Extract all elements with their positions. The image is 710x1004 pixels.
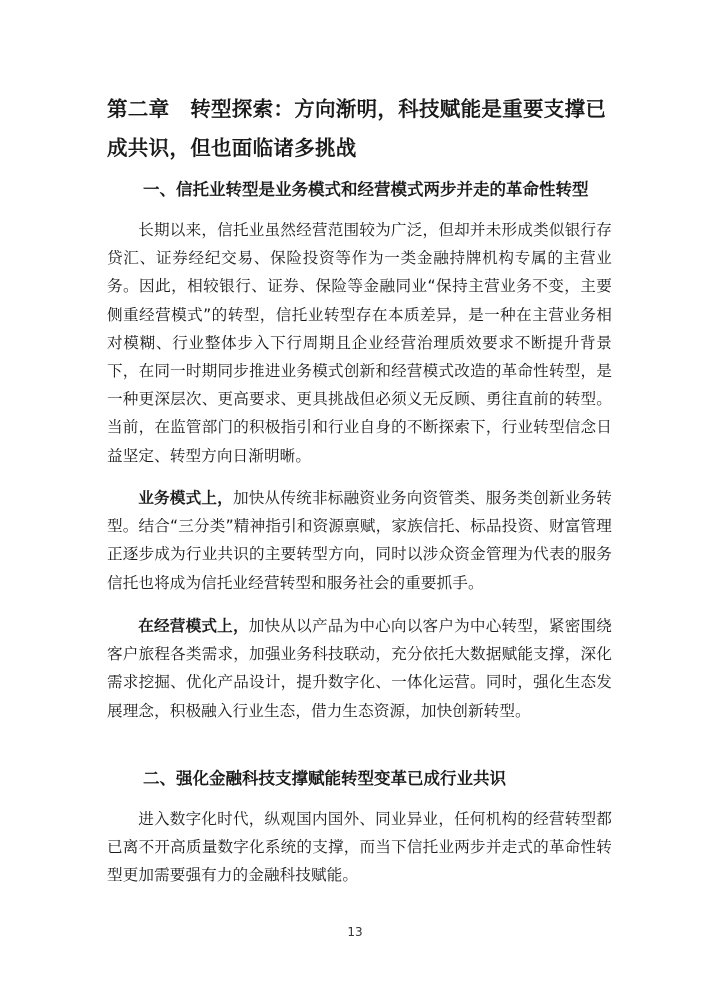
paragraph-text: 加快从以产品为中心向以客户为中心转型，紧密围绕客户旅程各类需求，加强业务科技联动，充分依托大数据赋能支撑，深化需求挖掘、优化产品设计，提升数字化、一体化运营。同时，强化生态发展理念，积极融入行业生态，借力生态资源，加快创新转型。 <box>107 617 612 720</box>
page-number: 13 <box>347 925 363 939</box>
paragraph-text: 长期以来，信托业虽然经营范围较为广泛，但却并未形成类似银行存贷汇、证券经纪交易、保险投资等作为一类金融持牌机构专属的主营业务。因此，相较银行、证券、保险等金融同业“保持主营业务不变，主要侧重经营模式”的转型，信托业转型存在本质差异，是一种在主营业务相对模糊、行业整体步入下行周期且企业经营治理质效要求不断提升背景下，在同一时期同步推进业务模式创新和经营模式改造的革命性转型，是一种更深层次、更高要求、更具挑战但必须义无反顾、勇往直前的转型。当前，在监管部门的积极指引和行业自身的不断探索下，行业转型信念日益坚定、转型方向日渐明晰。 <box>107 221 612 465</box>
paragraph <box>107 805 612 890</box>
paragraph-lead: 在经营模式上， <box>138 617 249 635</box>
section-heading-2: 二、强化金融科技支撑赋能转型变革已成行业共识 <box>143 769 506 788</box>
chapter-title: 第二章 转型探索：方向渐明，科技赋能是重要支撑已成共识，但也面临诸多挑战 <box>107 97 607 160</box>
paragraph <box>107 612 612 725</box>
paragraph-lead: 业务模式上， <box>138 489 233 507</box>
section-heading-1: 一、信托业转型是业务模式和经营模式两步并走的革命性转型 <box>143 180 589 199</box>
paragraph-text: 进入数字化时代，纵观国内国外、同业异业，任何机构的经营转型都已离不开高质量数字化系统的支撑，而当下信托业两步并走式的革命性转型更加需要强有力的金融科技赋能。 <box>107 810 612 885</box>
paragraph-text: 加快从传统非标融资业务向资管类、服务类创新业务转型。结合“三分类”精神指引和资源禀赋，家族信托、标品投资、财富管理正逐步成为行业共识的主要转型方向，同时以涉众资金管理为代表的服务信托也将成为信托业经营转型和服务社会的重要抓手。 <box>107 489 612 592</box>
paragraph <box>107 484 612 597</box>
paragraph <box>107 216 612 470</box>
